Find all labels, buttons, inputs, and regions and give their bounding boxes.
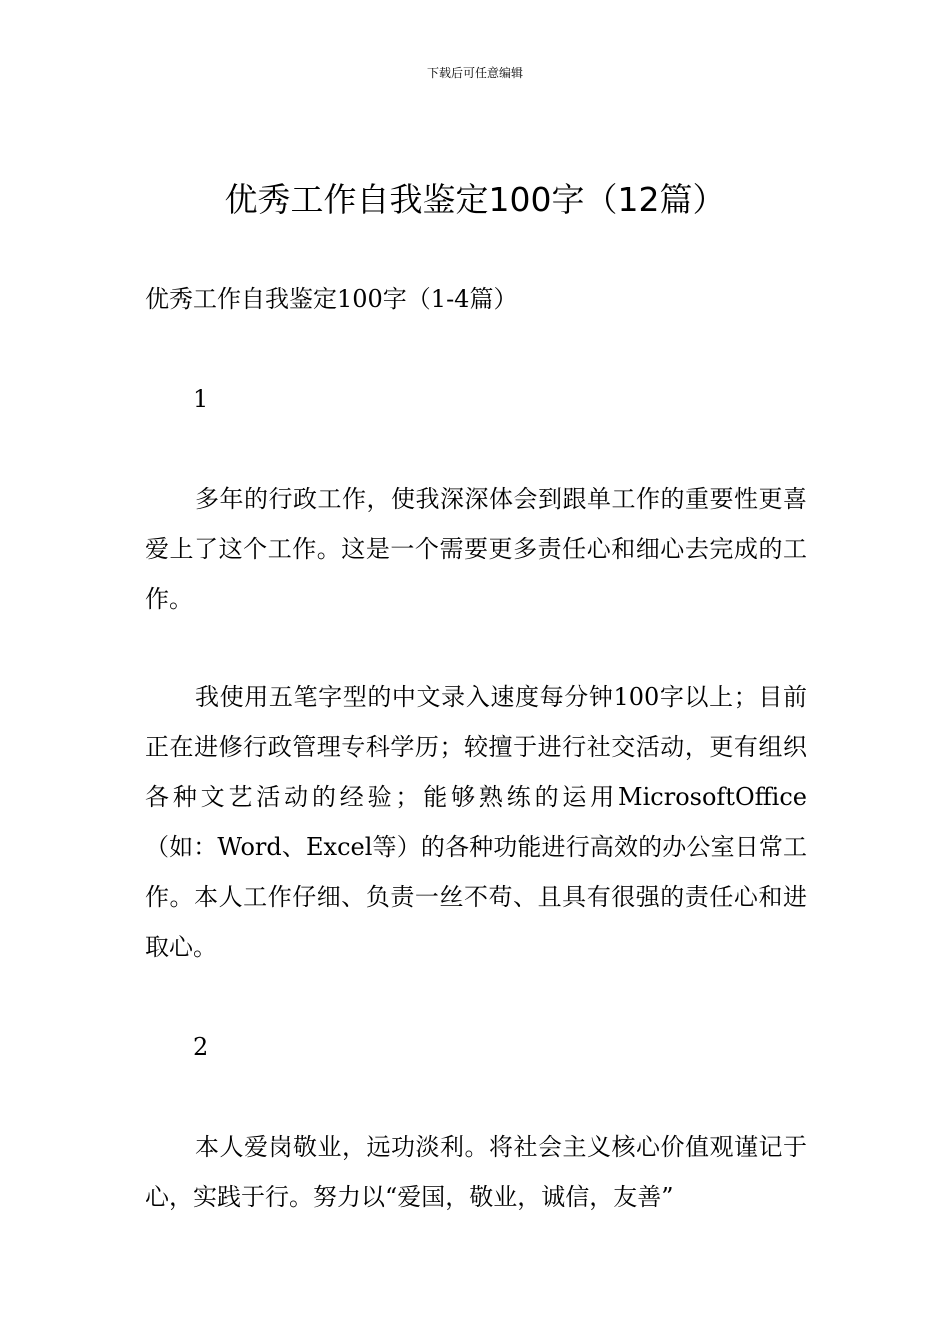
- paragraph-2: 我使用五笔字型的中文录入速度每分钟100字以上；目前正在进修行政管理专科学历；较擅于进行社交活动，更有组织各种文艺活动的经验；能够熟练的运用MicrosoftOffice（如：Word、Excel等）的各种功能进行高效的办公室日常工作。本人工作仔细、负责一丝不苟、且具有很强的责任心和进取心。: [145, 683, 807, 961]
- paragraph-1: 多年的行政工作，使我深深体会到跟单工作的重要性更喜爱上了这个工作。这是一个需要更多责任心和细心去完成的工作。: [145, 485, 807, 613]
- paragraph-3: 本人爱岗敬业，远功淡利。将社会主义核心价值观谨记于心，实践于行。努力以“爱国，敬业，诚信，友善”: [145, 1133, 807, 1211]
- section-number-1: 1: [193, 385, 209, 413]
- section-number-2: 2: [193, 1033, 209, 1061]
- section-subheading: 优秀工作自我鉴定100字（1-4篇）: [145, 285, 518, 313]
- document-title: 优秀工作自我鉴定100字（12篇）: [224, 180, 726, 219]
- header-note: 下载后可任意编辑: [426, 66, 523, 80]
